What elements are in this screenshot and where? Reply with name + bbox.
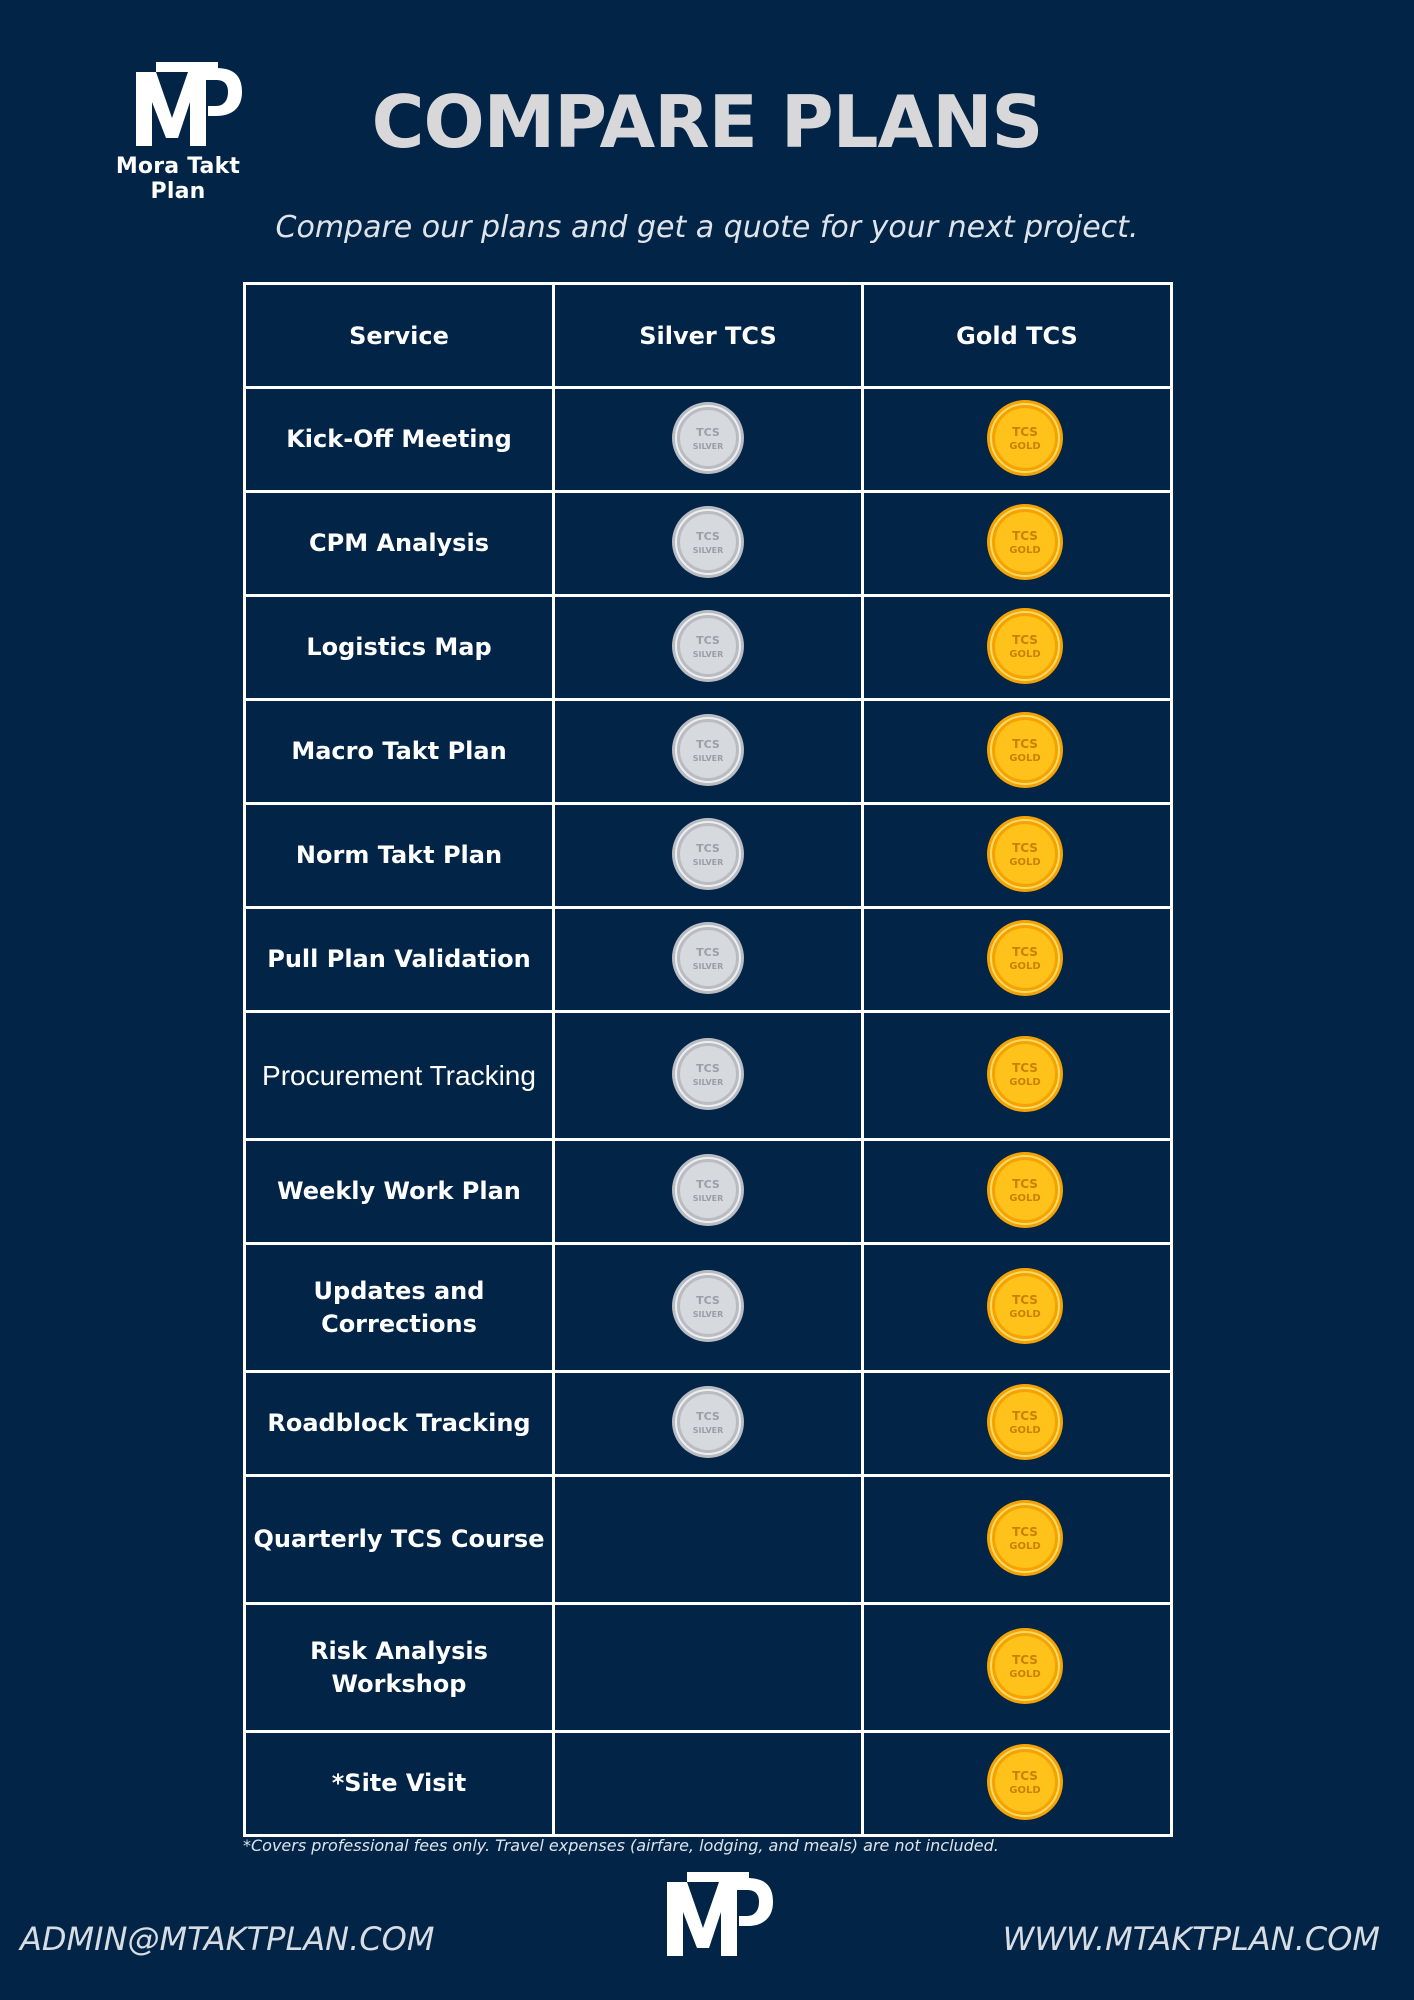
gold-medal-icon [986,1035,1064,1117]
gold-medal-icon [986,607,1064,689]
gold-medal-icon [986,1383,1064,1465]
silver-medal-icon [671,1037,745,1115]
silver-cell [554,1012,863,1140]
svg-text:TCS: TCS [696,1177,720,1191]
svg-text:GOLD: GOLD [1009,960,1041,972]
gold-cell [863,492,1172,596]
service-name: Roadblock Tracking [245,1372,554,1476]
svg-text:GOLD: GOLD [1009,752,1041,764]
page-subtitle: Compare our plans and get a quote for your next project. [275,210,1139,245]
table-row [245,1372,1172,1476]
gold-medal-icon [986,919,1064,1001]
svg-text:SILVER: SILVER [692,441,724,451]
svg-text:TCS: TCS [696,737,720,751]
svg-text:GOLD: GOLD [1009,544,1041,556]
gold-cell [863,804,1172,908]
gold-cell [863,1244,1172,1372]
gold-cell [863,1604,1172,1732]
gold-cell [863,1732,1172,1836]
silver-cell [554,1244,863,1372]
gold-medal-icon [986,399,1064,481]
svg-text:SILVER: SILVER [692,1077,724,1087]
gold-cell [863,908,1172,1012]
service-name: Macro Takt Plan [245,700,554,804]
svg-text:TCS: TCS [1012,1524,1038,1539]
gold-cell [863,1476,1172,1604]
header-service: Service [245,284,554,388]
table-row [245,1476,1172,1604]
svg-text:GOLD: GOLD [1009,1076,1041,1088]
svg-text:TCS: TCS [696,1409,720,1423]
svg-text:TCS: TCS [1012,736,1038,751]
service-name: Updates and Corrections [245,1244,554,1372]
svg-text:TCS: TCS [696,425,720,439]
table-row [245,596,1172,700]
silver-cell [554,1476,863,1604]
silver-cell [554,908,863,1012]
silver-medal-icon [671,1153,745,1231]
silver-medal-icon [671,921,745,999]
silver-medal-icon [671,713,745,791]
page-title: COMPARE PLANS [371,80,1043,164]
svg-text:TCS: TCS [1012,424,1038,439]
svg-text:TCS: TCS [1012,1176,1038,1191]
service-name: Logistics Map [245,596,554,700]
gold-cell [863,1012,1172,1140]
table-row [245,1732,1172,1836]
brand-name: Mora Takt Plan [115,154,241,204]
gold-cell [863,1372,1172,1476]
svg-text:SILVER: SILVER [692,649,724,659]
svg-text:TCS: TCS [696,945,720,959]
svg-text:GOLD: GOLD [1009,648,1041,660]
table-row [245,908,1172,1012]
service-name: Risk Analysis Workshop [245,1604,554,1732]
silver-cell [554,1140,863,1244]
svg-text:TCS: TCS [696,529,720,543]
table-row [245,1244,1172,1372]
service-name: Weekly Work Plan [245,1140,554,1244]
table-row [245,804,1172,908]
gold-cell [863,700,1172,804]
gold-medal-icon [986,1627,1064,1709]
service-name: Pull Plan Validation [245,908,554,1012]
gold-medal-icon [986,1743,1064,1825]
service-name: *Site Visit [245,1732,554,1836]
contact-email-link[interactable]: ADMIN@MTAKTPLAN.COM [20,1920,435,1958]
header-silver: Silver TCS [554,284,863,388]
table-row [245,1140,1172,1244]
brand-logo-bottom [667,1872,773,1960]
header-gold: Gold TCS [863,284,1172,388]
gold-cell [863,388,1172,492]
table-header-row [245,284,1172,388]
silver-cell [554,1372,863,1476]
svg-text:TCS: TCS [1012,632,1038,647]
silver-cell [554,700,863,804]
gold-medal-icon [986,815,1064,897]
svg-text:SILVER: SILVER [692,1425,724,1435]
silver-cell [554,804,863,908]
svg-text:TCS: TCS [696,841,720,855]
svg-text:TCS: TCS [1012,1060,1038,1075]
silver-cell [554,492,863,596]
footnote: *Covers professional fees only. Travel expenses (airfare, lodging, and meals) are not included. [243,1836,999,1855]
svg-text:SILVER: SILVER [692,753,724,763]
svg-text:TCS: TCS [696,1061,720,1075]
silver-cell [554,388,863,492]
brand-logo-top [86,62,270,204]
svg-text:GOLD: GOLD [1009,856,1041,868]
gold-medal-icon [986,1267,1064,1349]
svg-text:TCS: TCS [1012,840,1038,855]
svg-text:TCS: TCS [1012,1292,1038,1307]
svg-text:GOLD: GOLD [1009,1540,1041,1552]
table-row [245,1012,1172,1140]
service-name: Kick-Off Meeting [245,388,554,492]
gold-cell [863,596,1172,700]
svg-text:SILVER: SILVER [692,857,724,867]
gold-medal-icon [986,1151,1064,1233]
svg-text:SILVER: SILVER [692,1309,724,1319]
silver-medal-icon [671,1385,745,1463]
table-row [245,700,1172,804]
silver-medal-icon [671,401,745,479]
svg-text:SILVER: SILVER [692,961,724,971]
svg-text:GOLD: GOLD [1009,1308,1041,1320]
gold-medal-icon [986,503,1064,585]
silver-medal-icon [671,609,745,687]
svg-text:TCS: TCS [1012,944,1038,959]
svg-text:GOLD: GOLD [1009,1784,1041,1796]
mtp-logo-icon [667,1872,773,1956]
table-row [245,388,1172,492]
svg-text:SILVER: SILVER [692,545,724,555]
silver-cell [554,596,863,700]
silver-medal-icon [671,1269,745,1347]
table-row [245,1604,1172,1732]
table-row [245,492,1172,596]
service-name: Procurement Tracking [245,1012,554,1140]
gold-cell [863,1140,1172,1244]
svg-text:TCS: TCS [1012,1652,1038,1667]
svg-text:GOLD: GOLD [1009,1668,1041,1680]
svg-text:TCS: TCS [1012,1408,1038,1423]
svg-text:TCS: TCS [696,1293,720,1307]
service-name: Norm Takt Plan [245,804,554,908]
gold-medal-icon [986,1499,1064,1581]
silver-medal-icon [671,817,745,895]
comparison-table [243,282,1173,1837]
service-name: CPM Analysis [245,492,554,596]
svg-text:TCS: TCS [1012,528,1038,543]
gold-medal-icon [986,711,1064,793]
silver-cell [554,1732,863,1836]
mtp-logo-icon [136,62,242,146]
svg-text:GOLD: GOLD [1009,440,1041,452]
silver-cell [554,1604,863,1732]
svg-text:TCS: TCS [1012,1768,1038,1783]
svg-text:GOLD: GOLD [1009,1424,1041,1436]
svg-text:TCS: TCS [696,633,720,647]
svg-text:SILVER: SILVER [692,1193,724,1203]
svg-text:GOLD: GOLD [1009,1192,1041,1204]
website-link[interactable]: WWW.MTAKTPLAN.COM [1002,1920,1380,1958]
service-name: Quarterly TCS Course [245,1476,554,1604]
silver-medal-icon [671,505,745,583]
